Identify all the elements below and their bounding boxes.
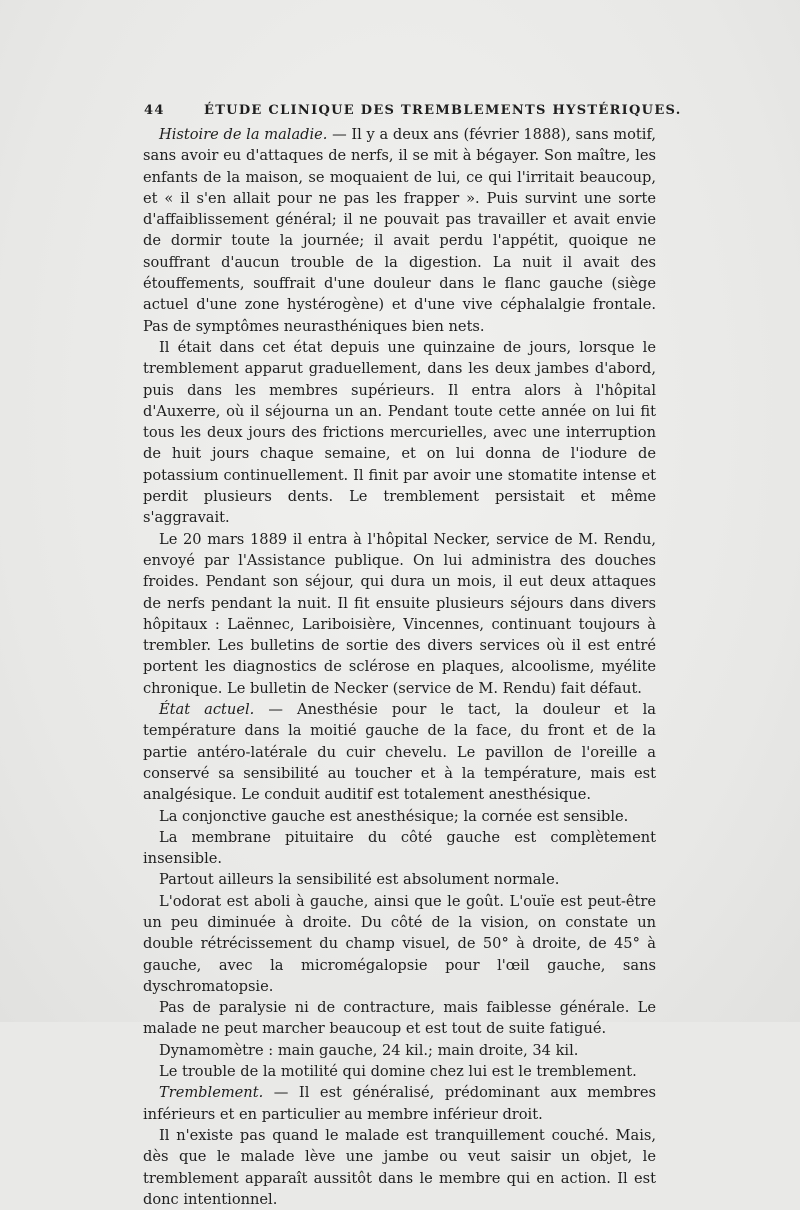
paragraph-text: — Anesthésie pour le tact, la douleur et la température dans la moitié gauche de la face, du front et de la partie antéro-latérale du cuir chevelu. Le pavillon de l'oreille a conservé sa sensibilité au toucher et à la température, mais est analgésique. Le conduit auditif est totalement anesthésique. bbox=[143, 701, 656, 804]
paragraph-text: Pas de paralysie ni de contracture, mais faiblesse générale. Le malade ne peut marcher beaucoup et est tout de suite fatigué. bbox=[143, 999, 656, 1038]
paragraph-current-state bbox=[143, 699, 656, 805]
section-heading-tremor: Tremblement. bbox=[159, 1084, 264, 1102]
section-heading-history: Histoire de la maladie. bbox=[159, 126, 328, 143]
paragraph-text: Il n'existe pas quand le malade est tranquillement couché. Mais, dès que le malade lève une jambe ou veut saisir un objet, le tremblement apparaît aussitôt dans le membre qui en action. Il est donc intentionnel. bbox=[143, 1126, 656, 1208]
paragraph bbox=[143, 529, 656, 699]
paragraph-text: — Il est généralisé, prédominant aux membres inférieurs et en particulier au membre inférieur droit. bbox=[143, 1084, 656, 1123]
paragraph bbox=[143, 1061, 656, 1082]
paragraph-text: Partout ailleurs la sensibilité est absolument normale. bbox=[159, 871, 560, 889]
paragraph-text: Dynamomètre : main gauche, 24 kil.; main droite, 34 kil. bbox=[159, 1041, 579, 1059]
paragraph bbox=[143, 337, 656, 529]
paragraph bbox=[143, 827, 656, 870]
paragraph bbox=[143, 891, 656, 997]
paragraph bbox=[143, 1125, 656, 1210]
paragraph-text: La membrane pituitaire du côté gauche est complètement insensible. bbox=[143, 828, 656, 868]
paragraph bbox=[143, 869, 656, 890]
paragraph bbox=[143, 806, 656, 827]
section-heading-current-state: État actuel. bbox=[159, 701, 255, 719]
paragraph bbox=[143, 997, 656, 1040]
paragraph-text: Il était dans cet état depuis une quinzaine de jours, lorsque le tremblement apparut graduellement, dans les deux jambes d'abord, puis dans les membres supérieurs. Il entra alors à l'hôpital d'Auxerre, où il séjourna un an. Pendant toute cette année on lui fit tous les deux jours des frictions mercurielles, avec une interruption de huit jours chaque semaine, et on lui donna de l'iodure de potassium continuellement. Il finit par avoir une stomatite intense et perdit plusieurs dents. Le tremblement persistait et même s'aggravait. bbox=[143, 338, 656, 527]
paragraph-text: La conjonctive gauche est anesthésique; la cornée est sensible. bbox=[159, 807, 629, 825]
paragraph-text: Le trouble de la motilité qui domine chez lui est le tremblement. bbox=[159, 1063, 637, 1081]
paragraph-history bbox=[143, 124, 656, 337]
page-body bbox=[143, 124, 656, 1210]
paragraph bbox=[143, 1040, 656, 1061]
page-number: 44 bbox=[144, 103, 165, 118]
paragraph-tremor bbox=[143, 1082, 656, 1125]
paragraph-text: Le 20 mars 1889 il entra à l'hôpital Necker, service de M. Rendu, envoyé par l'Assistance publique. On lui administra des douches froides. Pendant son séjour, qui dura un mois, il eut deux attaques de nerfs pendant la nuit. Il fit ensuite plusieurs séjours dans divers hôpitaux : Laënnec, Lariboisière, Vincennes, continuant toujours à trembler. Les bulletins de sortie des divers services où il est entré portent les diagnostics de sclérose en plaques, alcoolisme, myélite chronique. Le bulletin de Necker (service de M. Rendu) fait défaut. bbox=[143, 530, 656, 697]
paragraph-text: L'odorat est aboli à gauche, ainsi que le goût. L'ouïe est peut-être un peu diminuée à droite. Du côté de la vision, on constate un double rétrécissement du champ visuel, de 50° à droite, de 45° à gauche, avec la micromégalopsie pour l'œil gauche, sans dyschromatopsie. bbox=[143, 892, 656, 995]
running-title: ÉTUDE CLINIQUE DES TREMBLEMENTS HYSTÉRIQUES. bbox=[204, 103, 682, 118]
paragraph-text: — Il y a deux ans (février 1888), sans motif, sans avoir eu d'attaques de nerfs, il se mit à bégayer. Son maître, les enfants de la maison, se moquaient de lui, ce qui l'irritait beaucoup, et « il s'en allait pour ne pas les frapper ». Puis survint une sorte d'affaiblissement général; il ne pouvait pas travailler et avait envie de dormir toute la journée; il avait perdu l'appétit, quoique ne souffrant d'aucun trouble de la digestion. La nuit il avait des étouffements, souffrait d'une douleur dans le flanc gauche (siège actuel d'une zone hystérogène) et d'une vive céphalalgie frontale. Pas de symptômes neurasthéniques bien nets. bbox=[143, 126, 656, 335]
